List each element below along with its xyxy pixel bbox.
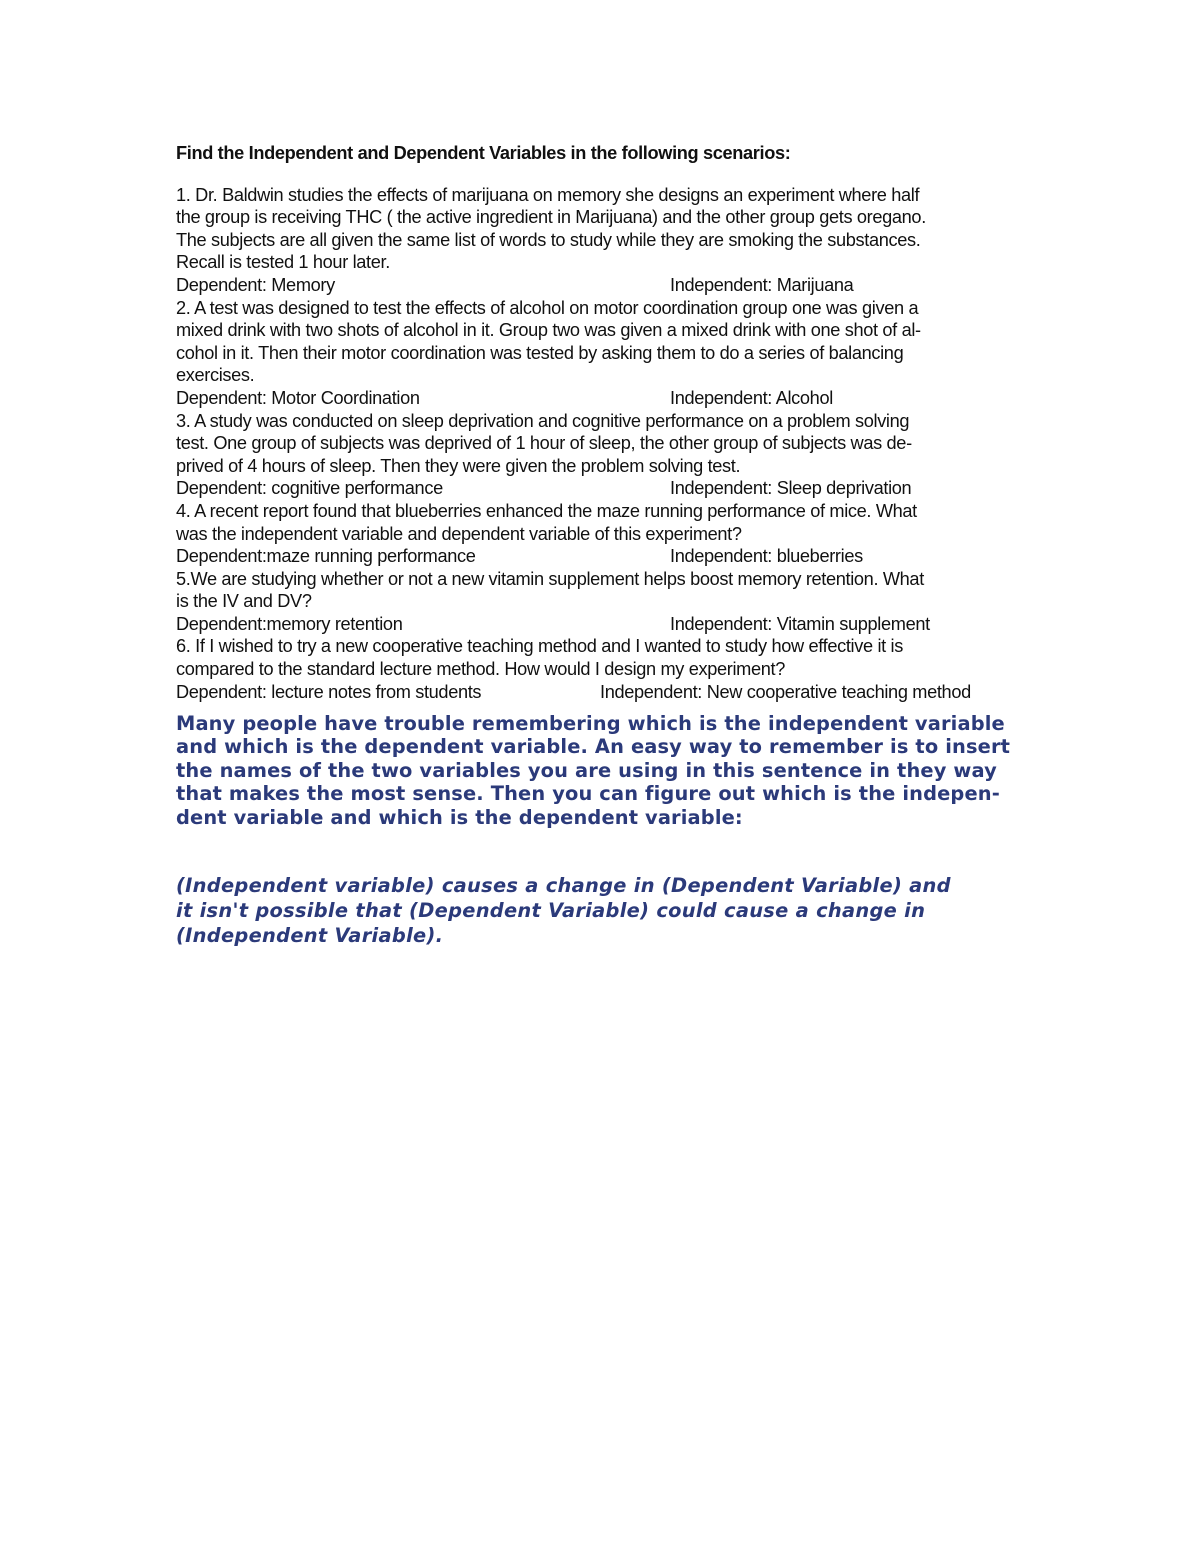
scenario-line: 6. If I wished to try a new cooperative teaching method and I wanted to study how effective it is	[176, 636, 903, 657]
tip-line: Many people have trouble remembering which is the independent variable	[176, 712, 1005, 735]
scenario-line: 4. A recent report found that blueberries enhanced the maze running performance of mice. What	[176, 500, 917, 521]
scenario-line: The subjects are all given the same list of words to study while they are smoking the substances.	[176, 229, 921, 250]
rule-line: (Independent variable) causes a change in (Dependent Variable) and	[176, 874, 951, 897]
scenario-line: 5.We are studying whether or not a new vitamin supplement helps boost memory retention. What	[176, 568, 924, 589]
scenario-2	[176, 297, 1026, 410]
scenario-line: 3. A study was conducted on sleep deprivation and cognitive performance on a problem solving	[176, 410, 910, 431]
independent-answer: Independent: Marijuana	[670, 274, 854, 295]
independent-answer: Independent: Vitamin supplement	[670, 613, 930, 634]
scenario-1	[176, 184, 1026, 297]
scenario-line: Recall is tested 1 hour later.	[176, 252, 390, 273]
scenario-line: test. One group of subjects was deprived of 1 hour of sleep, the other group of subjects was de-	[176, 433, 912, 454]
independent-answer: Independent: New cooperative teaching method	[600, 681, 971, 702]
tip-line: dent variable and which is the dependent variable:	[176, 805, 743, 829]
scenario-line: exercises.	[176, 365, 255, 386]
scenario-line: prived of 4 hours of sleep. Then they were given the problem solving test.	[176, 455, 741, 476]
answer-row	[176, 387, 1026, 410]
tip-line: that makes the most sense. Then you can figure out which is the indepen-	[176, 782, 1000, 806]
scenario-line: 2. A test was designed to test the effects of alcohol on motor coordination group one was given a	[176, 297, 919, 318]
dependent-answer: Dependent:maze running performance	[176, 546, 476, 567]
dependent-answer: Dependent: lecture notes from students	[176, 681, 482, 702]
worksheet-body	[176, 142, 1026, 703]
tip-line: and which is the dependent variable. An easy way to remember is to insert	[176, 735, 1011, 759]
rule-line: it isn't possible that (Dependent Variable) could cause a change in	[176, 899, 926, 922]
dependent-answer: Dependent: Memory	[176, 274, 335, 295]
scenario-4	[176, 500, 1026, 568]
answer-row	[176, 613, 1026, 636]
dependent-answer: Dependent: cognitive performance	[176, 478, 443, 499]
scenario-line: cohol in it. Then their motor coordination was tested by asking them to do a series of balancing	[176, 342, 904, 363]
answer-row	[176, 274, 1026, 297]
scenario-line: mixed drink with two shots of alcohol in it. Group two was given a mixed drink with one shot of al-	[176, 320, 921, 341]
dependent-answer: Dependent: Motor Coordination	[176, 387, 420, 408]
scenario-line: is the IV and DV?	[176, 591, 312, 612]
worksheet-heading: Find the Independent and Dependent Variables in the following scenarios:	[176, 143, 791, 163]
scenario-line: the group is receiving THC ( the active ingredient in Marijuana) and the other group gets oregano.	[176, 207, 926, 228]
scenario-line: compared to the standard lecture method. How would I design my experiment?	[176, 659, 785, 680]
independent-answer: Independent: Sleep deprivation	[670, 478, 912, 499]
memory-tip-paragraph	[176, 712, 1036, 829]
answer-row	[176, 545, 1026, 568]
independent-answer: Independent: blueberries	[670, 546, 863, 567]
rule-sentence	[176, 873, 1036, 948]
dependent-answer: Dependent:memory retention	[176, 613, 403, 634]
answer-row	[176, 681, 1026, 704]
rule-line: (Independent Variable).	[176, 924, 444, 947]
scenario-line: 1. Dr. Baldwin studies the effects of marijuana on memory she designs an experiment where half	[176, 184, 920, 205]
answer-row	[176, 477, 1026, 500]
tip-line: the names of the two variables you are using in this sentence in they way	[176, 758, 997, 782]
independent-answer: Independent: Alcohol	[670, 387, 833, 408]
scenario-5	[176, 568, 1026, 636]
scenario-line: was the independent variable and dependent variable of this experiment?	[176, 523, 742, 544]
scenario-6	[176, 635, 1026, 703]
scenario-3	[176, 410, 1026, 500]
